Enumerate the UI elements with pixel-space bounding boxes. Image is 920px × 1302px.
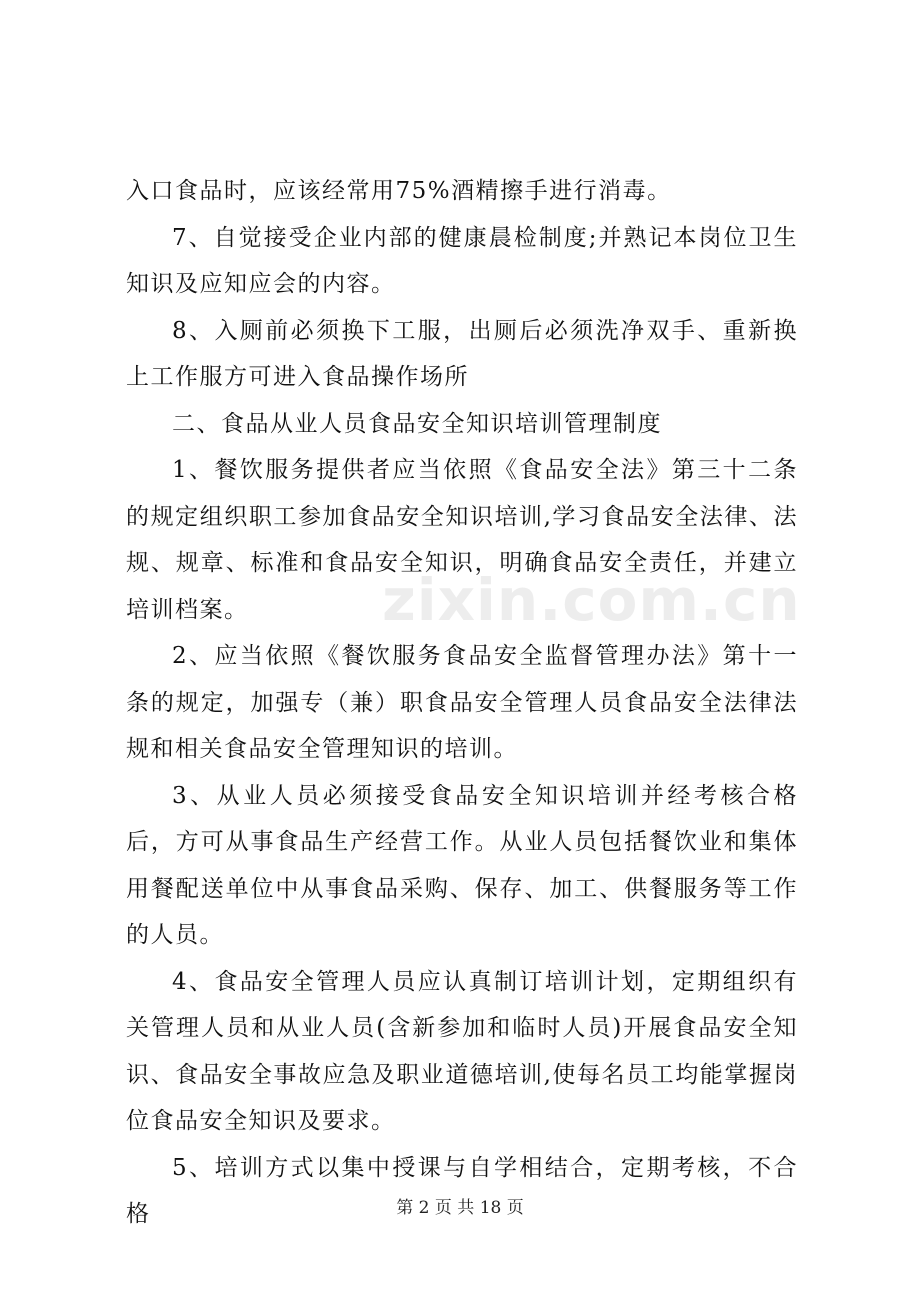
paragraph-item-4: 4、食品安全管理人员应认真制订培训计划，定期组织有关管理人员和从业人员(含新参加和临时人员)开展食品安全知识、食品安全事故应急及职业道德培训,使每名员工均能掌握岗位食品安全知识及要求。 bbox=[126, 968, 798, 1134]
page-number-label: 第 2 页 共 18 页 bbox=[396, 1198, 524, 1218]
section-heading: 二、食品从业人员食品安全知识培训管理制度 bbox=[172, 410, 662, 437]
document-body bbox=[126, 168, 798, 1238]
paragraph-item-1: 1、餐饮服务提供者应当依照《食品安全法》第三十二条的规定组织职工参加食品安全知识培训,学习食品安全法律、法规、规章、标准和食品安全知识，明确食品安全责任，并建立培训档案。 bbox=[126, 457, 798, 623]
page-footer bbox=[0, 1196, 920, 1220]
paragraph-item-7: 7、自觉接受企业内部的健康晨检制度;并熟记本岗位卫生知识及应知应会的内容。 bbox=[126, 224, 798, 297]
paragraph-item-5: 5、培训方式以集中授课与自学相结合，定期考核，不合格 bbox=[126, 1154, 798, 1227]
paragraph-item-2: 2、应当依照《餐饮服务食品安全监督管理办法》第十一条的规定，加强专（兼）职食品安全管理人员食品安全法律法规和相关食品安全管理知识的培训。 bbox=[126, 643, 798, 762]
paragraph-continuation: 入口食品时，应该经常用75%酒精擦手进行消毒。 bbox=[126, 178, 672, 204]
paragraph-item-3: 3、从业人员必须接受食品安全知识培训并经考核合格后，方可从事食品生产经营工作。从业人员包括餐饮业和集体用餐配送单位中从事食品采购、保存、加工、供餐服务等工作的人员。 bbox=[126, 782, 798, 948]
watermark-logo: zixin.com.cn bbox=[382, 566, 801, 634]
paragraph-item-8: 8、入厕前必须换下工服，出厕后必须洗净双手、重新换上工作服方可进入食品操作场所 bbox=[126, 317, 798, 390]
